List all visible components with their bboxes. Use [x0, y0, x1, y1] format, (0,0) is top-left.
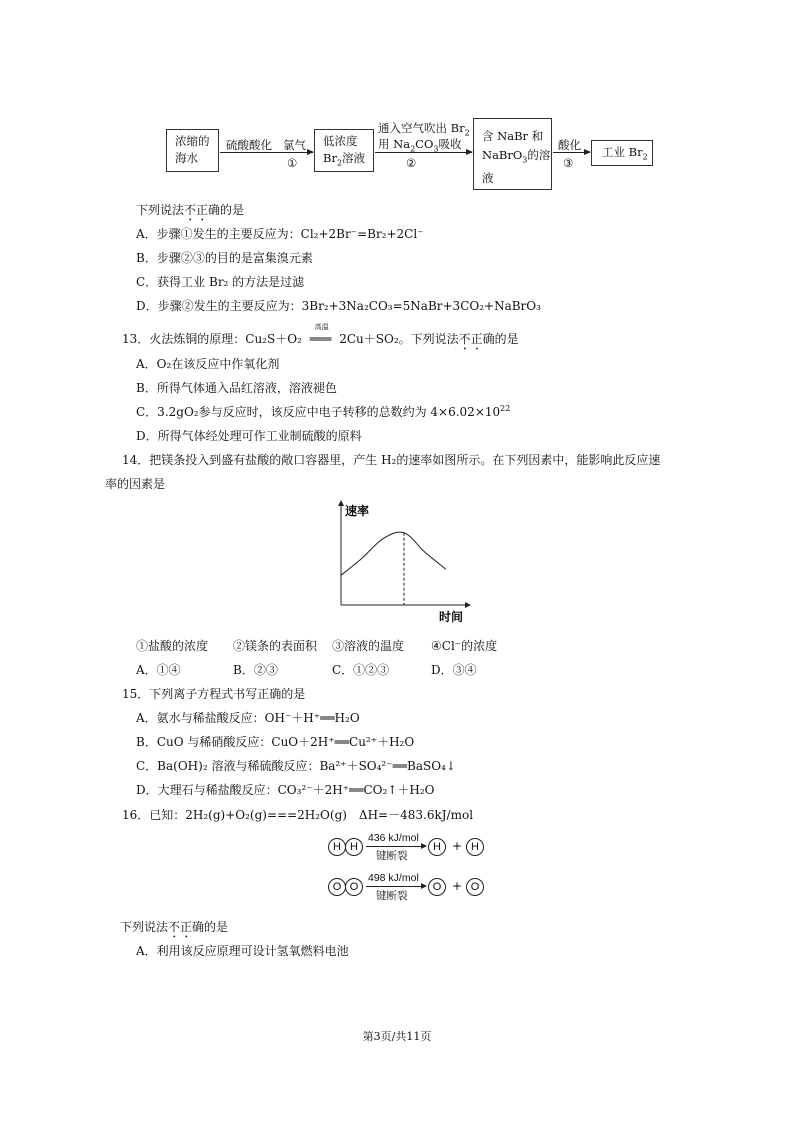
oo-plus: + [452, 879, 463, 893]
atom-h-3: H [428, 838, 446, 856]
atom-o-1: O [328, 878, 346, 896]
q13-condition: 高温 [314, 323, 329, 331]
flow-box-nabr-line2 [482, 146, 551, 169]
atom-h-4: H [466, 838, 484, 856]
flow-box-low-br2 [314, 129, 374, 172]
bond-diagram-oo [328, 874, 498, 900]
flow-label-acidify: 硫酸酸化 [226, 138, 272, 152]
q14-option-c: C．①②③ [332, 663, 390, 677]
flow-box2-pre: Br [323, 151, 337, 165]
flow-label-absorb-sub1: 2 [410, 144, 416, 154]
flow-box-low-br2-line2 [323, 150, 373, 171]
flow-box-nabr-line1: 含 NaBr 和 [482, 129, 544, 143]
flow-box-nabr [473, 118, 552, 190]
atom-h-2: H [345, 838, 363, 856]
q13-option-a: A．O₂在该反应中作氧化剂 [136, 357, 280, 371]
q12-stem-emphasis: 不正 [184, 203, 209, 217]
q14-option-b: B．②③ [233, 663, 278, 677]
q15-stem: 15．下列离子方程式书写正确的是 [122, 687, 306, 701]
flow-label-absorb-sub2: 3 [433, 144, 439, 154]
q16-stem2-pre: 下列说法 [120, 920, 169, 934]
q13-stem-mid: 2Cu＋SO₂。下列说法 [339, 332, 459, 346]
flow-box-low-br2-line1: 低浓度 [323, 134, 358, 148]
chart-series-line [341, 532, 446, 575]
q13-eq-sign: ═══ [309, 332, 332, 346]
q12-option-c: C．获得工业 Br₂ 的方法是过滤 [136, 275, 305, 289]
flow-box3-post: 的溶 [527, 148, 551, 162]
q13-option-c [136, 403, 510, 420]
flow-label-absorb [378, 136, 462, 153]
q16-stem2-emphasis: 不正 [168, 920, 193, 934]
atom-o-3: O [428, 878, 446, 896]
flow-box-industrial-br2 [591, 140, 653, 166]
hh-arrow-head [421, 843, 427, 849]
flow-label-step1: ① [287, 156, 298, 170]
oo-break-label: 键断裂 [376, 890, 408, 902]
chart-xlabel: 时间 [439, 610, 464, 624]
flow-box3-pre: NaBrO [482, 148, 523, 162]
flow-label-acidify2: 酸化 [558, 138, 581, 152]
flow-label-step3: ③ [563, 156, 574, 170]
flow-label-chlorine: 氯气 [283, 138, 306, 152]
oo-energy-label: 498 kJ/mol [368, 872, 419, 884]
flow-box3-sub: 3 [522, 155, 528, 165]
q13-stem-post: 确的是 [482, 332, 519, 346]
atom-h-1: H [328, 838, 346, 856]
q12-stem-pre: 下列说法 [136, 203, 185, 217]
q13-option-c-sup: 22 [500, 404, 511, 413]
q15-option-b: B．CuO 与稀硝酸反应：CuO＋2H⁺══Cu²⁺＋H₂O [136, 735, 415, 749]
chart-ylabel: 速率 [345, 504, 370, 518]
chart-x-arrow [465, 602, 471, 608]
q14-factor-3: ③溶液的温度 [332, 639, 405, 653]
hh-arrow [366, 846, 422, 847]
flow-label-step2: ② [406, 156, 417, 170]
q13-option-d: D．所得气体经处理可作工业制硫酸的原料 [136, 429, 362, 443]
q14-option-d: D．③④ [431, 663, 477, 677]
q12-option-d: D．步骤②发生的主要反应为：3Br₂+3Na₂CO₃=5NaBr+3CO₂+NaBrO₃ [136, 299, 541, 313]
hh-break-label: 键断裂 [376, 850, 408, 862]
bond-diagram-hh [328, 834, 498, 860]
q12-option-b: B．步骤②③的目的是富集溴元素 [136, 251, 313, 265]
q13-stem [122, 323, 519, 353]
q13-condition-block [309, 323, 332, 346]
rate-chart [333, 500, 473, 625]
q14-factor-4: ④Cl⁻的浓度 [431, 639, 498, 653]
flow-label-blow [378, 120, 470, 137]
q12-option-a: A．步骤①发生的主要反应为：Cl₂+2Br⁻=Br₂+2Cl⁻ [136, 227, 424, 241]
flow-label-absorb-post: 吸收 [438, 137, 462, 151]
q13-stem-pre: 13．火法炼铜的原理：Cu₂S＋O₂ [122, 332, 302, 346]
flow-arrow-2 [375, 152, 472, 153]
flow-box2-post: 溶液 [342, 151, 366, 165]
hh-energy-label: 436 kJ/mol [368, 832, 419, 844]
q15-option-a: A．氨水与稀盐酸反应：OH⁻＋H⁺══H₂O [136, 711, 360, 725]
oo-arrow-head [421, 883, 427, 889]
q16-stem2 [120, 918, 228, 941]
chart-y-arrow [338, 500, 344, 506]
q13-option-c-text: C．3.2gO₂参与反应时，该反应中电子转移的总数约为 4×6.02×10 [136, 405, 501, 419]
flow-arrow-1 [220, 152, 313, 153]
flow-box-seawater-line1: 浓缩的 [175, 134, 210, 148]
q14-option-a: A．①④ [136, 663, 181, 677]
flow-box4-sub: 2 [642, 152, 648, 162]
q16-option-a: A．利用该反应原理可设计氢氧燃料电池 [136, 944, 349, 958]
q13-stem-emphasis: 不正 [458, 332, 483, 346]
q14-stem-line2: 率的因素是 [105, 477, 166, 491]
flow-box-seawater [166, 129, 219, 172]
q13-option-b: B．所得气体通入品红溶液，溶液褪色 [136, 381, 337, 395]
flow-label-absorb-mid: CO [415, 137, 434, 151]
page-footer: 第3页/共11页 [362, 1030, 432, 1043]
atom-o-2: O [345, 878, 363, 896]
q15-option-c: C．Ba(OH)₂ 溶液与稀硫酸反应：Ba²⁺＋SO₄²⁻══BaSO₄↓ [136, 759, 456, 773]
q16-stem: 16．已知：2H₂(g)+O₂(g)===2H₂O(g) ΔH=－483.6kJ/mol [122, 808, 474, 822]
flow-box2-sub: 2 [336, 158, 343, 168]
q12-stem-post: 确的是 [208, 203, 245, 217]
atom-o-4: O [466, 878, 484, 896]
flow-box-seawater-line2: 海水 [175, 151, 198, 165]
flow-label-absorb-pre: 用 Na [378, 137, 411, 151]
flow-box-nabr-line3: 液 [482, 171, 494, 186]
q14-stem-line1: 14．把镁条投入到盛有盐酸的敞口容器里，产生 H₂的速率如图所示。在下列因素中，能影响此反应速 [122, 453, 661, 467]
q14-factor-2: ②镁条的表面积 [233, 639, 318, 653]
oo-arrow [366, 886, 422, 887]
q15-option-d: D．大理石与稀盐酸反应：CO₃²⁻＋2H⁺══CO₂↑＋H₂O [136, 783, 435, 797]
q14-factor-1: ①盐酸的浓度 [136, 639, 209, 653]
q12-stem [136, 201, 244, 224]
flow-label-blow-sub: 2 [464, 128, 470, 138]
flow-arrow-3 [553, 152, 590, 153]
flow-box4-pre: 工业 Br [602, 145, 643, 159]
flow-label-blow-pre: 通入空气吹出 Br [378, 121, 465, 135]
q16-stem2-post: 确的是 [192, 920, 229, 934]
hh-plus: + [452, 839, 463, 853]
